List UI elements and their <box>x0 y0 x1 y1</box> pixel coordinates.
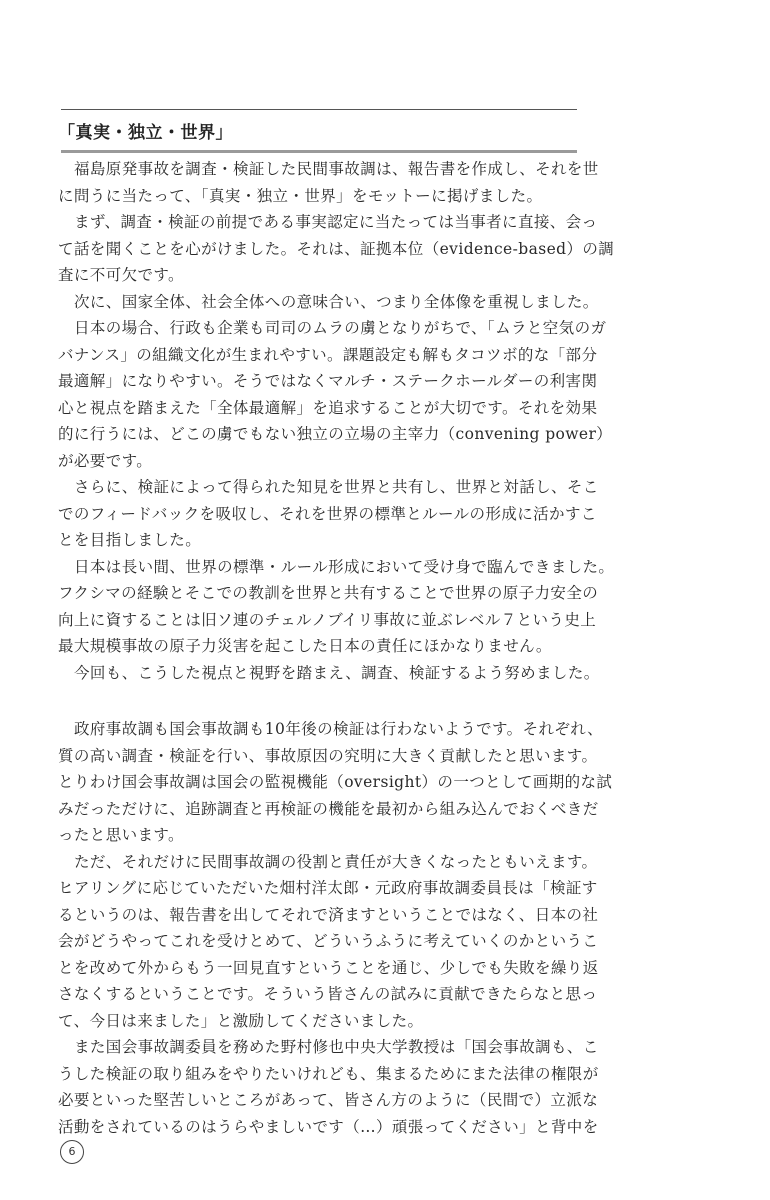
paragraph <box>58 1034 599 1140</box>
text-line: に問うに当たって、「真実・独立・世界」をモットーに掲げました。 <box>58 186 543 205</box>
text-line: 活動をされているのはうらやましいです（…）頑張ってください」と背中を <box>58 1117 599 1136</box>
text-line: て、今日は来ました」と激励してくださいました。 <box>58 1011 424 1030</box>
section-top-rule <box>61 109 577 110</box>
text-line: 政府事故調も国会事故調も10年後の検証は行わないようです。それぞれ、 <box>74 720 604 738</box>
text-line: るというのは、報告書を出してそれで済ますということではなく、日本の社 <box>58 905 599 924</box>
text-line: て話を聞くことを心がけました。それは、証拠本位（evidence-based）の調 <box>58 239 615 258</box>
text-line: 最大規模事故の原子力災害を起こした日本の責任にほかなりません。 <box>58 637 552 655</box>
paragraph <box>58 716 613 849</box>
text-line: 査に不可欠です。 <box>58 266 184 284</box>
text-line: 会がどうやってこれを受けとめて、どういうふうに考えていくのかというこ <box>58 932 599 950</box>
text-line: 的に行うには、どこの虜でもない独立の立場の主宰力（convening power） <box>58 425 613 443</box>
text-line: とを改めて外からもう一回見直すということを通じ、少しでも失敗を繰り返 <box>58 958 599 977</box>
text-line: バナンス」の組織文化が生まれやすい。課題設定も解もタコツボ的な「部分 <box>58 345 598 364</box>
text-line: 心と視点を踏まえた「全体最適解」を追求することが大切です。それを効果 <box>58 398 598 417</box>
text-line: とを目指しました。 <box>58 531 202 549</box>
text-line: 質の高い調査・検証を行い、事故原因の究明に大きく貢献したと思います。 <box>58 746 598 765</box>
text-line: また国会事故調委員を務めた野村修也中央大学教授は「国会事故調も、こ <box>74 1038 599 1056</box>
paragraph <box>58 660 600 687</box>
text-line: さなくするということです。そういう皆さんの試みに貢献できたらなと思っ <box>58 985 598 1003</box>
paragraph-gap <box>58 686 580 716</box>
text-line: さらに、検証によって得られた知見を世界と共有し、世界と対話し、そこ <box>74 478 599 496</box>
text-line: 日本の場合、行政も企業も司司のムラの虜となりがちで、「ムラと空気のガ <box>74 319 607 337</box>
text-line: 今回も、こうした視点と視野を踏まえ、調査、検証するよう努めました。 <box>74 663 600 682</box>
text-line: うした検証の取り組みをやりたいけれども、集まるためにまた法律の権限が <box>58 1064 599 1083</box>
paragraph <box>58 849 599 1035</box>
text-line: が必要です。 <box>58 451 153 470</box>
section-title: 「真実・独立・世界」 <box>58 123 233 143</box>
paragraph <box>58 554 615 660</box>
document-page <box>58 0 615 1200</box>
text-line: 必要といった堅苦しいところがあって、皆さん方のように（民間で）立派な <box>58 1091 599 1109</box>
section-bottom-rule <box>61 150 577 153</box>
text-line: とりわけ国会事故調は国会の監視機能（oversight）の一つとして画期的な試 <box>58 773 613 791</box>
paragraph <box>58 474 599 554</box>
text-line: 次に、国家全体、社会全体への意味合い、つまり全体像を重視しました。 <box>74 292 599 311</box>
paragraph <box>58 156 599 209</box>
paragraph <box>58 289 599 316</box>
text-line: みだっただけに、追跡調査と再検証の機能を最初から組み込んでおくべきだ <box>58 799 599 818</box>
page-number-badge: 6 <box>60 1140 84 1164</box>
text-line: でのフィードバックを吸収し、それを世界の標準とルールの形成に活かすこ <box>58 504 597 523</box>
text-line: 向上に資することは旧ソ連のチェルノブイリ事故に並ぶレベル７という史上 <box>58 610 597 629</box>
text-line: まず、調査・検証の前提である事実認定に当たっては当事者に直接、会っ <box>74 213 598 231</box>
text-line: 最適解」になりやすい。そうではなくマルチ・ステークホールダーの利害関 <box>58 372 598 390</box>
text-line: ヒアリングに応じていただいた畑村洋太郎・元政府事故調委員長は「検証す <box>58 879 598 897</box>
text-line: 福島原発事故を調査・検証した民間事故調は、報告書を作成し、それを世 <box>74 160 599 178</box>
text-line: 日本は長い間、世界の標準・ルール形成において受け身で臨んできました。 <box>74 557 615 576</box>
body-text <box>58 156 615 1140</box>
paragraph <box>58 209 615 289</box>
paragraph <box>58 315 613 474</box>
text-line: ったと思います。 <box>58 826 184 844</box>
text-line: ただ、それだけに民間事故調の役割と責任が大きくなったともいえます。 <box>74 852 598 871</box>
text-line: フクシマの経験とそこでの教訓を世界と共有することで世界の原子力安全の <box>58 584 599 602</box>
